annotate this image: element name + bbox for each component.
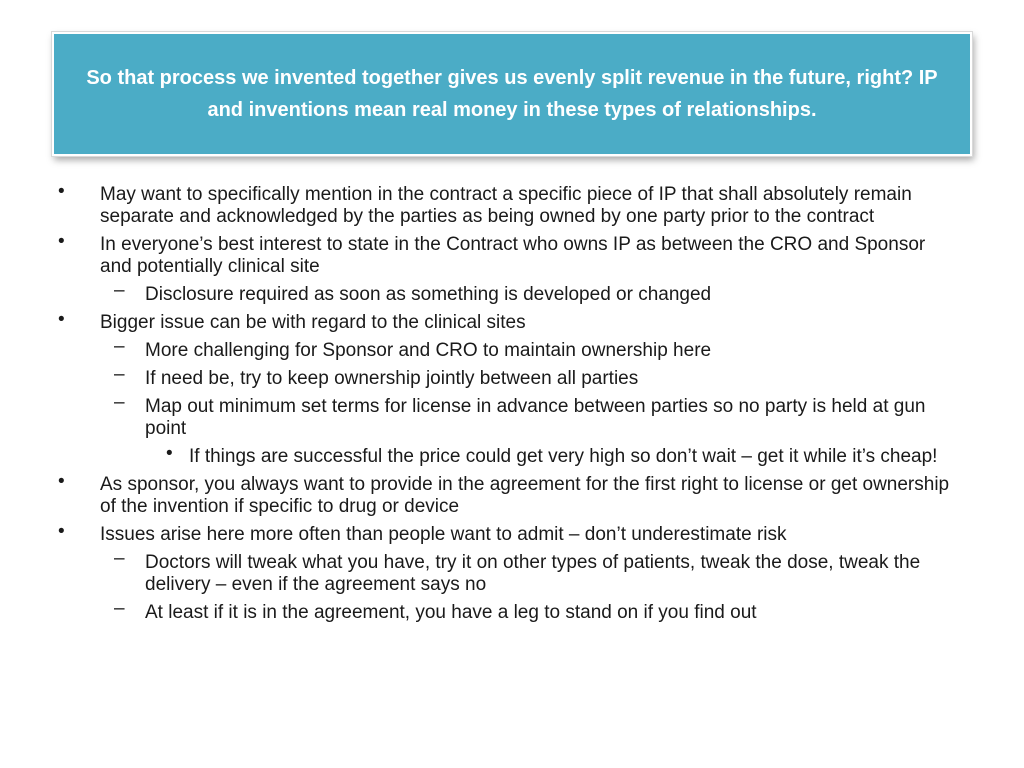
sub-sub-bullet-text: If things are successful the price could get very high so don’t wait – get it while it’s cheap! [189,446,938,467]
dash-marker: – [114,598,125,619]
sub-bullet-text: Disclosure required as soon as something is developed or changed [145,284,712,305]
bullet-item [58,231,958,278]
sub-bullet-text: At least if it is in the agreement, you have a leg to stand on if you find out [145,602,757,623]
bullet-text: As sponsor, you always want to provide in the agreement for the first right to license or get ownership of the invention if specific to drug or device [100,474,950,517]
bullet-marker: • [58,231,65,252]
bullet-marker: • [58,471,65,492]
bullet-text: May want to specifically mention in the contract a specific piece of IP that shall absolutely remain separate and acknowledged by the parties as being owned by one party prior to the contract [100,184,912,227]
slide-title: So that process we invented together gives us evenly split revenue in the future, right? IP and inventions mean real money in these types of relationships. [86,67,938,121]
bullet-item [58,471,958,518]
dash-marker: – [114,364,125,385]
sub-sub-bullet-item [58,443,958,468]
sub-bullet-item [58,548,958,596]
bullet-item [58,181,958,228]
bullet-text: Issues arise here more often than people want to admit – don’t underestimate risk [100,524,787,545]
sub-bullet-text: Map out minimum set terms for license in advance between parties so no party is held at gun point [145,396,926,439]
bullet-marker: • [58,521,65,542]
sub-bullet-text: If need be, try to keep ownership jointly between all parties [145,368,639,389]
sub-bullet-item [58,598,958,624]
dash-marker: – [114,548,125,569]
bullet-text: Bigger issue can be with regard to the clinical sites [100,312,526,333]
bullet-marker: • [166,443,173,464]
bullet-item [58,521,958,546]
dash-marker: – [114,392,125,413]
bullet-list [58,181,958,624]
sub-bullet-text: More challenging for Sponsor and CRO to maintain ownership here [145,340,712,361]
sub-bullet-item [58,280,958,306]
sub-bullet-item [58,364,958,390]
bullet-item [58,309,958,334]
sub-bullet-text: Doctors will tweak what you have, try it on other types of patients, tweak the dose, tweak the delivery – even if the agreement says no [145,552,921,595]
dash-marker: – [114,336,125,357]
dash-marker: – [114,280,125,301]
sub-bullet-item [58,336,958,362]
sub-bullet-item [58,392,958,440]
bullet-marker: • [58,309,65,330]
bullet-marker: • [58,181,65,202]
bullet-text: In everyone’s best interest to state in the Contract who owns IP as between the CRO and Sponsor and potentially clinical site [100,234,926,277]
slide-title-banner [52,32,972,156]
